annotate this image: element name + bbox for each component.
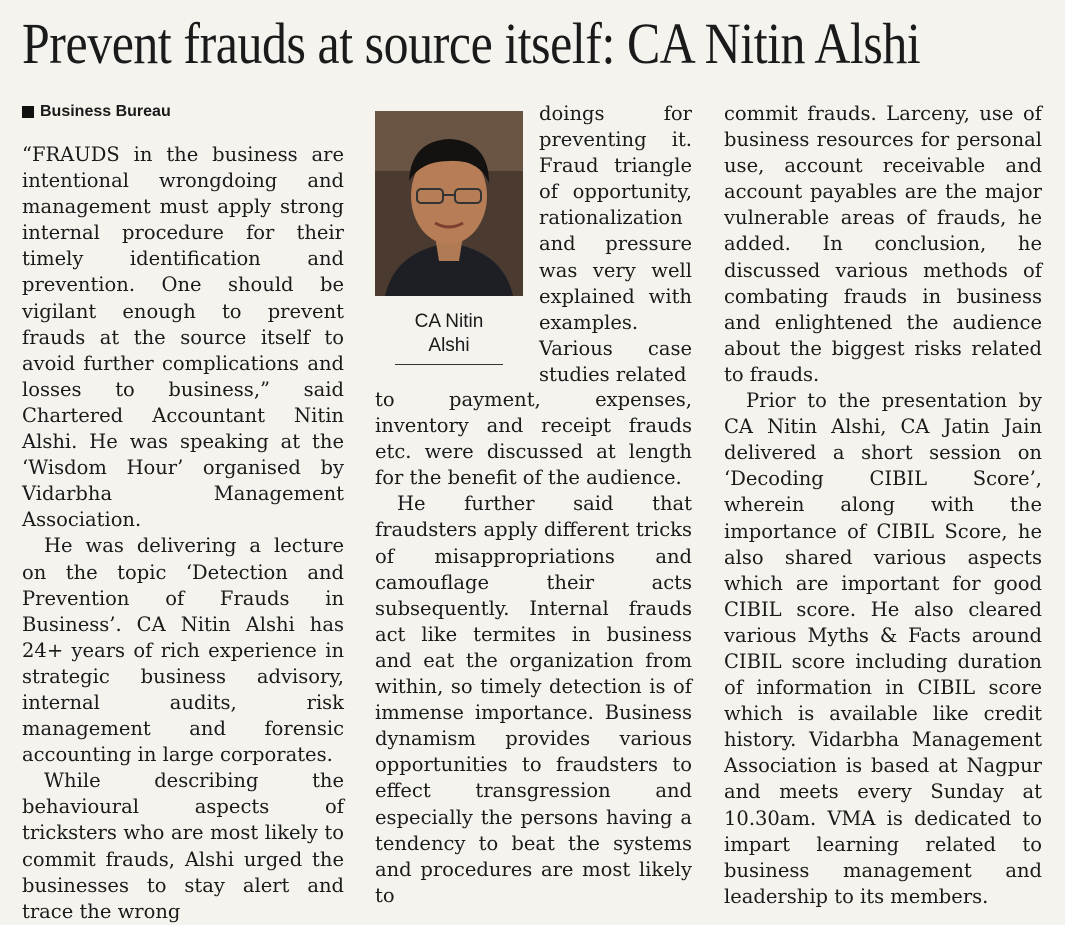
byline-text: Business Bureau (40, 103, 171, 120)
article-column-2-top (539, 101, 692, 388)
caption-line: Alshi (428, 335, 470, 356)
portrait-image (375, 111, 523, 296)
paragraph: commit frauds. Larceny, use of business resources for personal use, account receivable and account payables are the major vulnerable areas of frauds, he added. In conclusion, he discussed various methods of combating frauds in business and enlightened the audience about the biggest risks related to frauds. (724, 102, 1042, 386)
paragraph: He was delivering a lecture on the topic ‘Detection and Prevention of Frauds in Business’. CA Nitin Alshi has 24+ years of rich experience in strategic business advisory, internal audits, risk management and forensic accounting in large corporates. (22, 534, 344, 767)
article-column-3 (724, 101, 1042, 910)
paragraph: He further said that fraudsters apply different tricks of misappropriations and camouflage their acts subsequently. Internal frauds act like termites in business and eat the organization from within, so timely detection is of immense importance. Business dynamism provides various opportunities to fraudsters to effect transgression and especially the persons having a tendency to beat the systems and procedures are most likely to (375, 492, 692, 907)
byline-square-icon (22, 106, 34, 118)
paragraph: doings for preventing it. Fraud triangle of opportunity, rationalization and pressure was very well explained with examples. Various case studies related (539, 102, 692, 386)
photo-caption (375, 310, 523, 358)
article-column-2 (375, 387, 692, 909)
byline (22, 102, 344, 122)
paragraph: Prior to the presentation by CA Nitin Alshi, CA Jatin Jain delivered a short session on ‘Decoding CIBIL Score’, wherein along with the importance of CIBIL Score, he also shared various aspects which are important for good CIBIL score. He also cleared various Myths & Facts around CIBIL score including duration of information in CIBIL score which is available like credit history. Vidarbha Management Association is based at Nagpur and meets every Sunday at 10.30am. VMA is dedicated to impart learning related to business management and leadership to its members. (724, 389, 1042, 908)
headline: Prevent frauds at source itself: CA Nitin Alshi (22, 11, 921, 76)
portrait-photo (375, 111, 523, 296)
caption-line: CA Nitin (414, 311, 484, 332)
paragraph: to payment, expenses, inventory and receipt frauds etc. were discussed at length for the benefit of the audience. (375, 388, 692, 490)
caption-divider (395, 364, 503, 365)
article-column-1 (22, 102, 344, 925)
paragraph: “FRAUDS in the business are intentional wrongdoing and management must apply strong internal procedure for their timely identification and prevention. One should be vigilant enough to prevent frauds at the source itself to avoid further complications and losses to business,” said Chartered Accountant Nitin Alshi. He was speaking at the ‘Wisdom Hour’ organised by Vidarbha Management Association. (22, 143, 344, 532)
paragraph: While describing the behavioural aspects of tricksters who are most likely to commit frauds, Alshi urged the businesses to stay alert and trace the wrong (22, 769, 344, 923)
